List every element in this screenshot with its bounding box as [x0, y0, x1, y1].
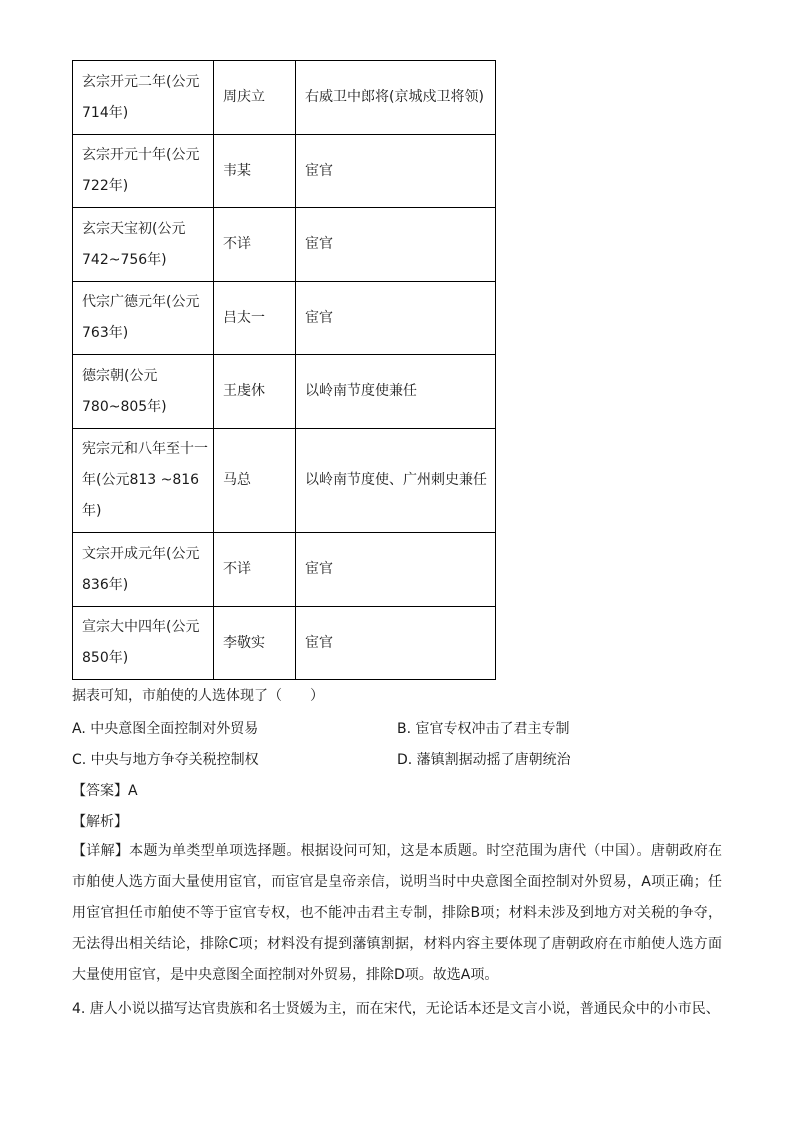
period-cell: 文宗开成元年(公元836年) — [73, 533, 214, 607]
option-a: A. 中央意图全面控制对外贸易 — [72, 721, 259, 737]
option-b: B. 宦官专权冲击了君主专制 — [397, 721, 570, 737]
period-cell: 玄宗天宝初(公元742~756年) — [73, 208, 214, 282]
name-cell: 李敬实 — [214, 607, 296, 680]
table-row — [73, 355, 496, 429]
period-cell: 宪宗元和八年至十一年(公元813 ~816年) — [73, 429, 214, 533]
office-cell: 宦官 — [296, 607, 496, 680]
analysis-label: 【解析】 — [72, 814, 128, 830]
office-cell: 右威卫中郎将(京城戍卫将领) — [296, 61, 496, 135]
option-d: D. 藩镇割据动摇了唐朝统治 — [397, 752, 571, 768]
office-cell: 宦官 — [296, 208, 496, 282]
table-row — [73, 607, 496, 680]
name-cell: 不详 — [214, 208, 296, 282]
table-row — [73, 282, 496, 355]
answer-label: 【答案】A — [72, 783, 138, 799]
table-row — [73, 135, 496, 208]
office-cell: 以岭南节度使兼任 — [296, 355, 496, 429]
next-question: 4. 唐人小说以描写达官贵族和名士贤媛为主，而在宋代，无论话本还是文言小说，普通民众中的小市民、 — [72, 1001, 720, 1017]
name-cell: 吕太一 — [214, 282, 296, 355]
period-cell: 玄宗开元十年(公元722年) — [73, 135, 214, 208]
period-cell: 宣宗大中四年(公元850年) — [73, 607, 214, 680]
office-cell: 宦官 — [296, 282, 496, 355]
office-cell: 宦官 — [296, 533, 496, 607]
detail-paragraph: 【详解】本题为单类型单项选择题。根据设问可知，这是本质题。时空范围为唐代（中国）。唐朝政府在市舶使人选方面大量使用宦官，而宦官是皇帝亲信，说明当时中央意图全面控制对外贸易，A项正确；任用宦官担任市舶使不等于宦官专权，也不能冲击君主专制，排除B项；材料未涉及到地方对关税的争夺，无法得出相关结论，排除C项；材料没有提到藩镇割据，材料内容主要体现了唐朝政府在市舶使人选方面大量使用宦官，是中央意图全面控制对外贸易，排除D项。故选A项。 — [72, 843, 722, 983]
period-cell: 玄宗开元二年(公元714年) — [73, 61, 214, 135]
table-row — [73, 533, 496, 607]
option-c: C. 中央与地方争夺关税控制权 — [72, 752, 259, 768]
shibo-envoy-table — [72, 60, 496, 680]
table-row — [73, 61, 496, 135]
name-cell: 马总 — [214, 429, 296, 533]
name-cell: 王虔休 — [214, 355, 296, 429]
office-cell: 宦官 — [296, 135, 496, 208]
name-cell: 韦某 — [214, 135, 296, 208]
office-cell: 以岭南节度使、广州刺史兼任 — [296, 429, 496, 533]
period-cell: 代宗广德元年(公元763年) — [73, 282, 214, 355]
question-stem: 据表可知，市舶使的人选体现了（ ） — [72, 688, 324, 704]
name-cell: 不详 — [214, 533, 296, 607]
name-cell: 周庆立 — [214, 61, 296, 135]
table-row — [73, 429, 496, 533]
period-cell: 德宗朝(公元 780~805年) — [73, 355, 214, 429]
table-row — [73, 208, 496, 282]
